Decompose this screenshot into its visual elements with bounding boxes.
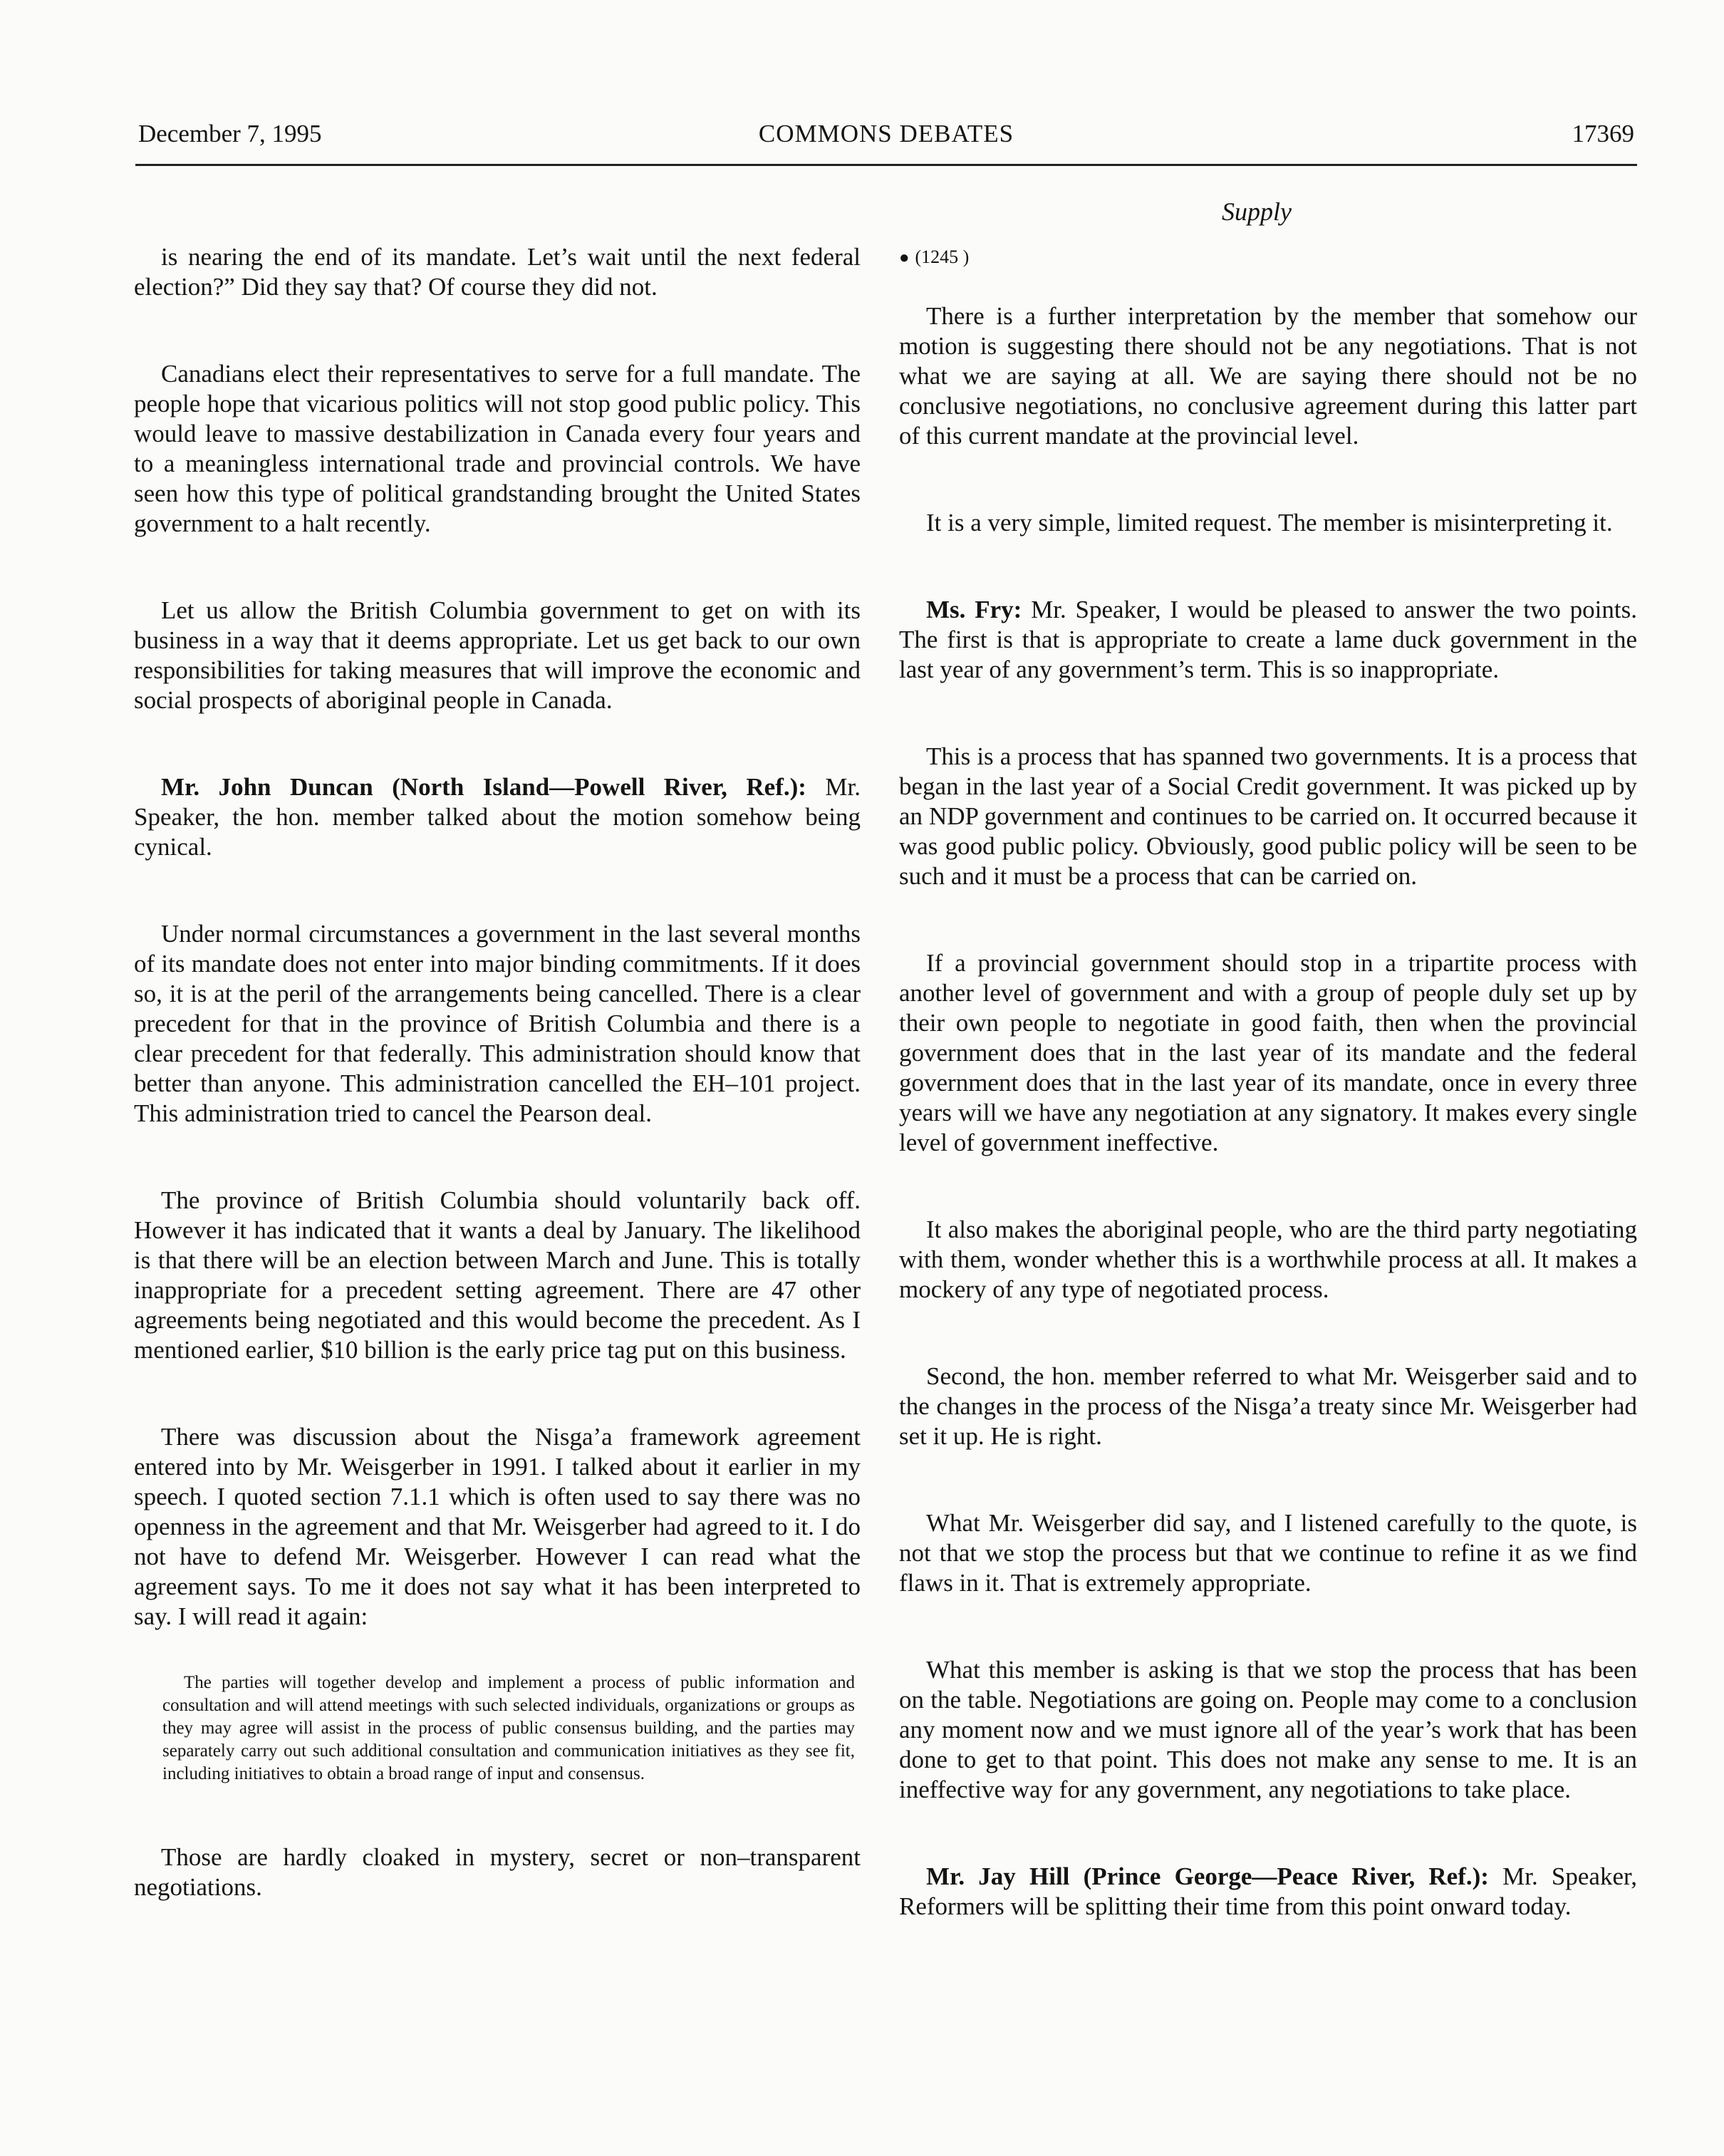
header-title: COMMONS DEBATES bbox=[758, 120, 1014, 147]
paragraph: Canadians elect their representatives to serve for a full mandate. The people hope that vicarious politics will not stop good public policy. This would leave to massive destabilization in Canada every four years and to a meaningless international trade and provincial controls. We have seen how this type of political grandstanding brought the United States government to a halt recently. bbox=[134, 360, 861, 537]
left-column bbox=[134, 242, 861, 1902]
speech-text: Mr. Speaker, I would be pleased to answer the two points. The first is that is appropriate to create a lame duck government in the last year of any government’s term. This is so inappropriate. bbox=[899, 596, 1637, 683]
header-rule bbox=[135, 164, 1637, 166]
time-marker-text: (1245 ) bbox=[915, 247, 970, 267]
paragraph: If a provincial government should stop in a tripartite process with another level of government and with a group of people duly set up by their own people to negotiate in good faith, then when the provincial government does that in the last year of its mandate and the federal government does that in the last year of its mandate, once in every three years will we have any negotiation at any signatory. It makes every single level of government ineffective. bbox=[899, 949, 1637, 1156]
speech-text: Mr. Speaker, Reformers will be splitting their time from this point onward today. bbox=[899, 1862, 1637, 1920]
section-label: Supply bbox=[1222, 197, 1292, 226]
paragraph: There is a further interpretation by the member that somehow our motion is suggesting there should not be any negotiations. That is not what we are saying at all. We are saying there should not be no conclusive negotiations, no conclusive agreement during this latter part of this current mandate at the provincial level. bbox=[899, 302, 1637, 450]
bullet-icon: ● bbox=[899, 249, 910, 267]
paragraph: Let us allow the British Columbia government to get on with its business in a way that it deems appropriate. Let us get back to our own responsibilities for taking measures that will improve the economic and social prospects of aboriginal people in Canada. bbox=[134, 596, 861, 714]
paragraph: What Mr. Weisgerber did say, and I listened carefully to the quote, is not that we stop the process but that we continue to refine it as we find flaws in it. That is extremely appropriate. bbox=[899, 1509, 1637, 1597]
right-column bbox=[899, 242, 1637, 1922]
speaker-name: Mr. Jay Hill (Prince George—Peace River, Ref.): bbox=[926, 1862, 1489, 1890]
speaker-name: Mr. John Duncan (North Island—Powell River, Ref.): bbox=[161, 773, 806, 801]
paragraph: is nearing the end of its mandate. Let’s wait until the next federal election?” Did they say that? Of course they did not. bbox=[134, 243, 861, 301]
paragraph: The province of British Columbia should voluntarily back off. However it has indicated that it wants a deal by January. The likelihood is that there will be an election between March and June. This is totally inappropriate for a precedent setting agreement. There are 47 other agreements being negotiated and this would become the precedent. As I mentioned earlier, $10 billion is the early price tag put on this business. bbox=[134, 1186, 861, 1364]
header-date: December 7, 1995 bbox=[138, 120, 322, 147]
speaker-paragraph bbox=[899, 595, 1637, 685]
speaker-paragraph bbox=[899, 1862, 1637, 1922]
paragraph: Under normal circumstances a government in the last several months of its mandate does not enter into major binding commitments. If it does so, it is at the peril of the arrangements being cancelled. There is a clear precedent for that in the province of British Columbia and there is a clear precedent for that federally. This administration should know that better than anyone. This administration cancelled the EH–101 project. This administration tried to cancel the Pearson deal. bbox=[134, 920, 861, 1127]
speaker-name: Ms. Fry: bbox=[926, 596, 1022, 623]
paragraph: Those are hardly cloaked in mystery, secret or non–transparent negotiations. bbox=[134, 1843, 861, 1901]
paragraph: Second, the hon. member referred to what Mr. Weisgerber said and to the changes in the process of the Nisga’a treaty since Mr. Weisgerber had set it up. He is right. bbox=[899, 1362, 1637, 1450]
paragraph: What this member is asking is that we stop the process that has been on the table. Negotiations are going on. People may come to a conclusion any moment now and we must ignore all of the year’s work that has been done to get to that point. This does not make any sense to me. It is an ineffective way for any government, any negotiations to take place. bbox=[899, 1656, 1637, 1803]
speaker-paragraph bbox=[134, 772, 861, 862]
speech-text: Mr. Speaker, the hon. member talked about the motion somehow being cynical. bbox=[134, 773, 861, 861]
quote-text: The parties will together develop and implement a process of public information and consultation and will attend meetings with such selected individuals, organizations or groups as they may agree will assist in the process of public consensus building, and the parties may separately carry out such additional consultation and communication initiatives as they see fit, including initiatives to obtain a broad range of input and consensus. bbox=[162, 1673, 855, 1783]
paragraph: This is a process that has spanned two governments. It is a process that began in the last year of a Social Credit government. It was picked up by an NDP government and continues to be carried on. It occurred because it was good public policy. Obviously, good public policy will be seen to be such and it must be a process that can be carried on. bbox=[899, 742, 1637, 890]
paragraph: It also makes the aboriginal people, who are the third party negotiating with them, wonder whether this is a worthwhile process at all. It makes a mockery of any type of negotiated process. bbox=[899, 1216, 1637, 1303]
block-quote bbox=[134, 1672, 861, 1786]
time-marker bbox=[899, 242, 1637, 273]
page-header bbox=[138, 120, 1634, 154]
paragraph: There was discussion about the Nisga’a framework agreement entered into by Mr. Weisgerber in 1991. I talked about it earlier in my speech. I quoted section 7.1.1 which is often used to say there was no openness in the agreement and that Mr. Weisgerber had agreed to it. I do not have to defend Mr. Weisgerber. However I can read what the agreement says. To me it does not say what it has been interpreted to say. I will read it again: bbox=[134, 1423, 861, 1630]
header-page-number: 17369 bbox=[1572, 120, 1634, 147]
paragraph: It is a very simple, limited request. The member is misinterpreting it. bbox=[926, 509, 1613, 537]
